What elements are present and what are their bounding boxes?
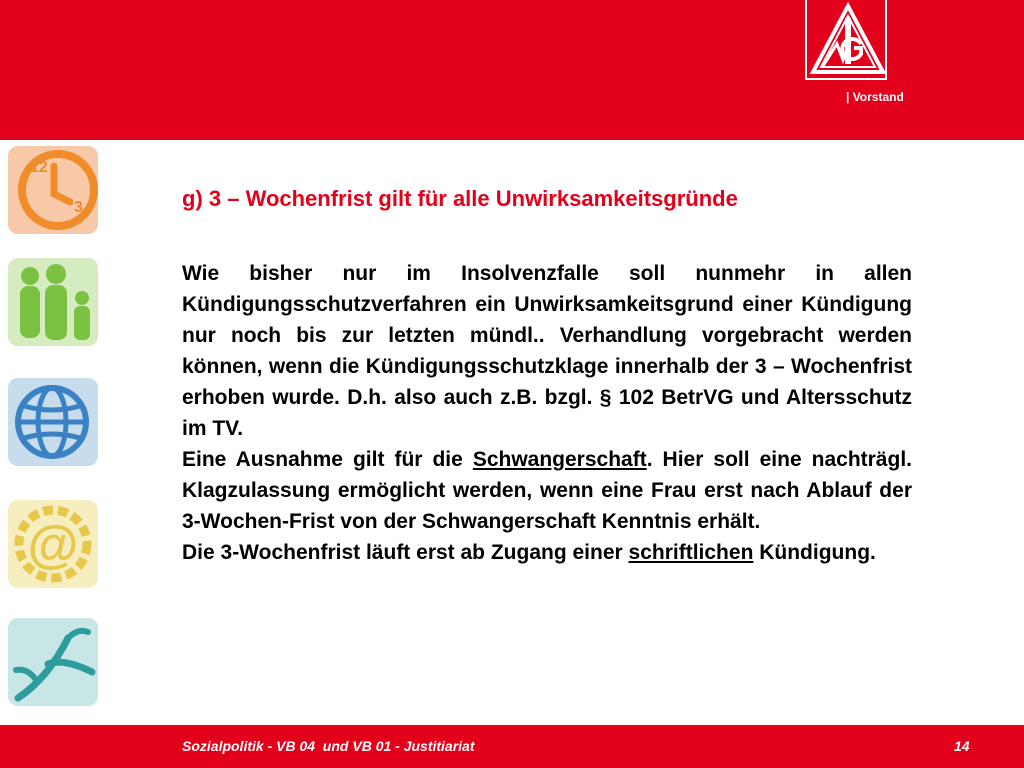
paragraph-2	[182, 444, 912, 537]
svg-text:12: 12	[30, 159, 48, 176]
footer-bar	[0, 725, 1024, 768]
igm-logo-icon	[807, 0, 889, 80]
underlined-term-schwangerschaft: Schwangerschaft	[472, 448, 647, 471]
paragraph-2-end: . Hier soll eine nachträgl. Klagzulassung ermöglicht werden, wenn eine Frau erst nach Ablauf der 3-Wochen-Frist von der Schwangerschaft Kenntnis erhält.	[182, 448, 912, 533]
igm-logo	[805, 0, 887, 80]
paragraph-3-start: Die 3-Wochenfrist läuft erst ab Zugang einer	[182, 541, 629, 564]
paragraph-1: Wie bisher nur im Insolvenzfalle soll nunmehr in allen Kündigungsschutzverfahren ein Unwirksamkeitsgrund einer Kündigung nur noch bis zur letzten mündl.. Verhandlung vorgebracht werden können, wenn die Kündigungsschutzklage innerhalb der 3 – Wochenfrist erhoben wurde. D.h. also auch z.B. bzgl. § 102 BetrVG und Altersschutz im TV.	[182, 262, 912, 440]
svg-text:3: 3	[74, 199, 83, 216]
clock-icon	[8, 146, 98, 234]
icon-strip	[0, 140, 110, 720]
paragraph-3-end: Kündigung.	[753, 541, 876, 564]
plant-icon	[8, 618, 98, 706]
body-text	[182, 258, 912, 568]
svg-text:@: @	[27, 516, 79, 574]
underlined-term-schriftlichen: schriftlichen	[628, 541, 754, 564]
at-sign-icon	[8, 500, 98, 588]
family-icon	[8, 258, 98, 346]
header-bar	[0, 0, 1024, 140]
paragraph-2-start: Eine Ausnahme gilt für die	[182, 448, 473, 471]
paragraph-3	[182, 537, 912, 568]
footer-text: Sozialpolitik - VB 04 und VB 01 - Justitiariat	[182, 738, 475, 754]
department-label: | Vorstand	[846, 90, 904, 104]
globe-icon	[8, 378, 98, 466]
page-number: 14	[954, 738, 970, 754]
slide-title: g) 3 – Wochenfrist gilt für alle Unwirksamkeitsgründe	[182, 186, 738, 211]
